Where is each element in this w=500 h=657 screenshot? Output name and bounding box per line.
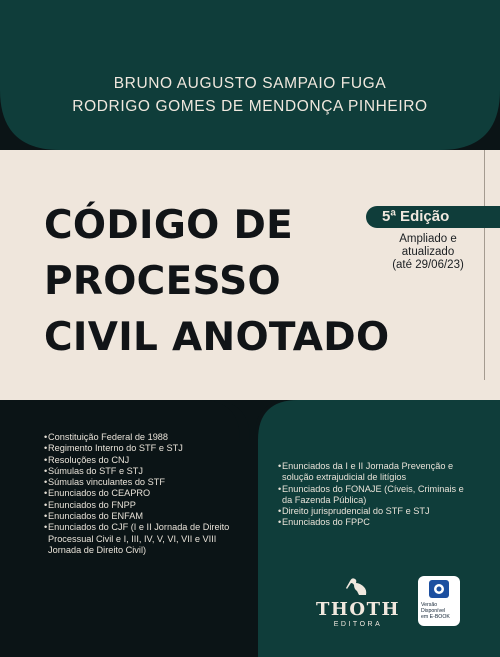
- edition-note-line-2: atualizado: [401, 246, 455, 258]
- book-title: [44, 198, 389, 366]
- list-item: • Regimento Interno do STF e STJ: [44, 443, 239, 454]
- authors-block: [0, 72, 500, 118]
- ebook-icon: [418, 576, 460, 602]
- ibis-icon: [346, 577, 370, 597]
- list-item: • Direito jurisprudencial do STF e STJ: [278, 506, 468, 517]
- list-item: • Enunciados do ENFAM: [44, 511, 239, 522]
- title-line-2: PROCESSO: [44, 259, 282, 304]
- list-item: • Enunciados do FPPC: [278, 517, 468, 528]
- list-item: • Enunciados do CEAPRO: [44, 488, 239, 499]
- contents-list-right: [278, 461, 468, 529]
- title-line-1: CÓDIGO DE: [44, 203, 294, 248]
- list-item: • Enunciados da I e II Jornada Prevenção e solução extrajudicial de litígios: [278, 461, 468, 484]
- edition-label: 5ª Edição: [382, 208, 450, 225]
- ebook-badge: [418, 576, 460, 626]
- author-2: RODRIGO GOMES DE MENDONÇA PINHEIRO: [72, 98, 428, 115]
- contents-list-left: [44, 432, 239, 556]
- ebook-line-2: Disponível: [421, 608, 446, 614]
- list-item: • Enunciados do CJF (I e II Jornada de Direito Processual Civil e I, III, IV, V, VI, VII e VIII Jornada de Direito Civil): [44, 522, 239, 556]
- author-1: BRUNO AUGUSTO SAMPAIO FUGA: [113, 75, 387, 92]
- ebook-text: [421, 602, 459, 620]
- list-item: • Súmulas vinculantes do STF: [44, 477, 239, 488]
- edition-note-line-3: (até 29/06/23): [392, 259, 464, 271]
- list-item: • Súmulas do STF e STJ: [44, 466, 239, 477]
- list-item: • Constituição Federal de 1988: [44, 432, 239, 443]
- title-line-3: CIVIL ANOTADO: [44, 315, 390, 360]
- publisher-logo: [313, 577, 403, 628]
- publisher-subtitle: EDITORA: [333, 621, 383, 628]
- ebook-line-1: Versão: [421, 602, 438, 608]
- publisher-name: THOTH: [316, 599, 400, 620]
- list-item: • Resoluções do CNJ: [44, 455, 239, 466]
- list-item: • Enunciados do FONAJE (Cíveis, Criminais e da Fazenda Pública): [278, 484, 468, 507]
- edition-note: [368, 233, 488, 272]
- list-item: • Enunciados do FNPP: [44, 500, 239, 511]
- edition-note-line-1: Ampliado e: [399, 233, 457, 245]
- ebook-line-3: em E-BOOK: [421, 614, 450, 620]
